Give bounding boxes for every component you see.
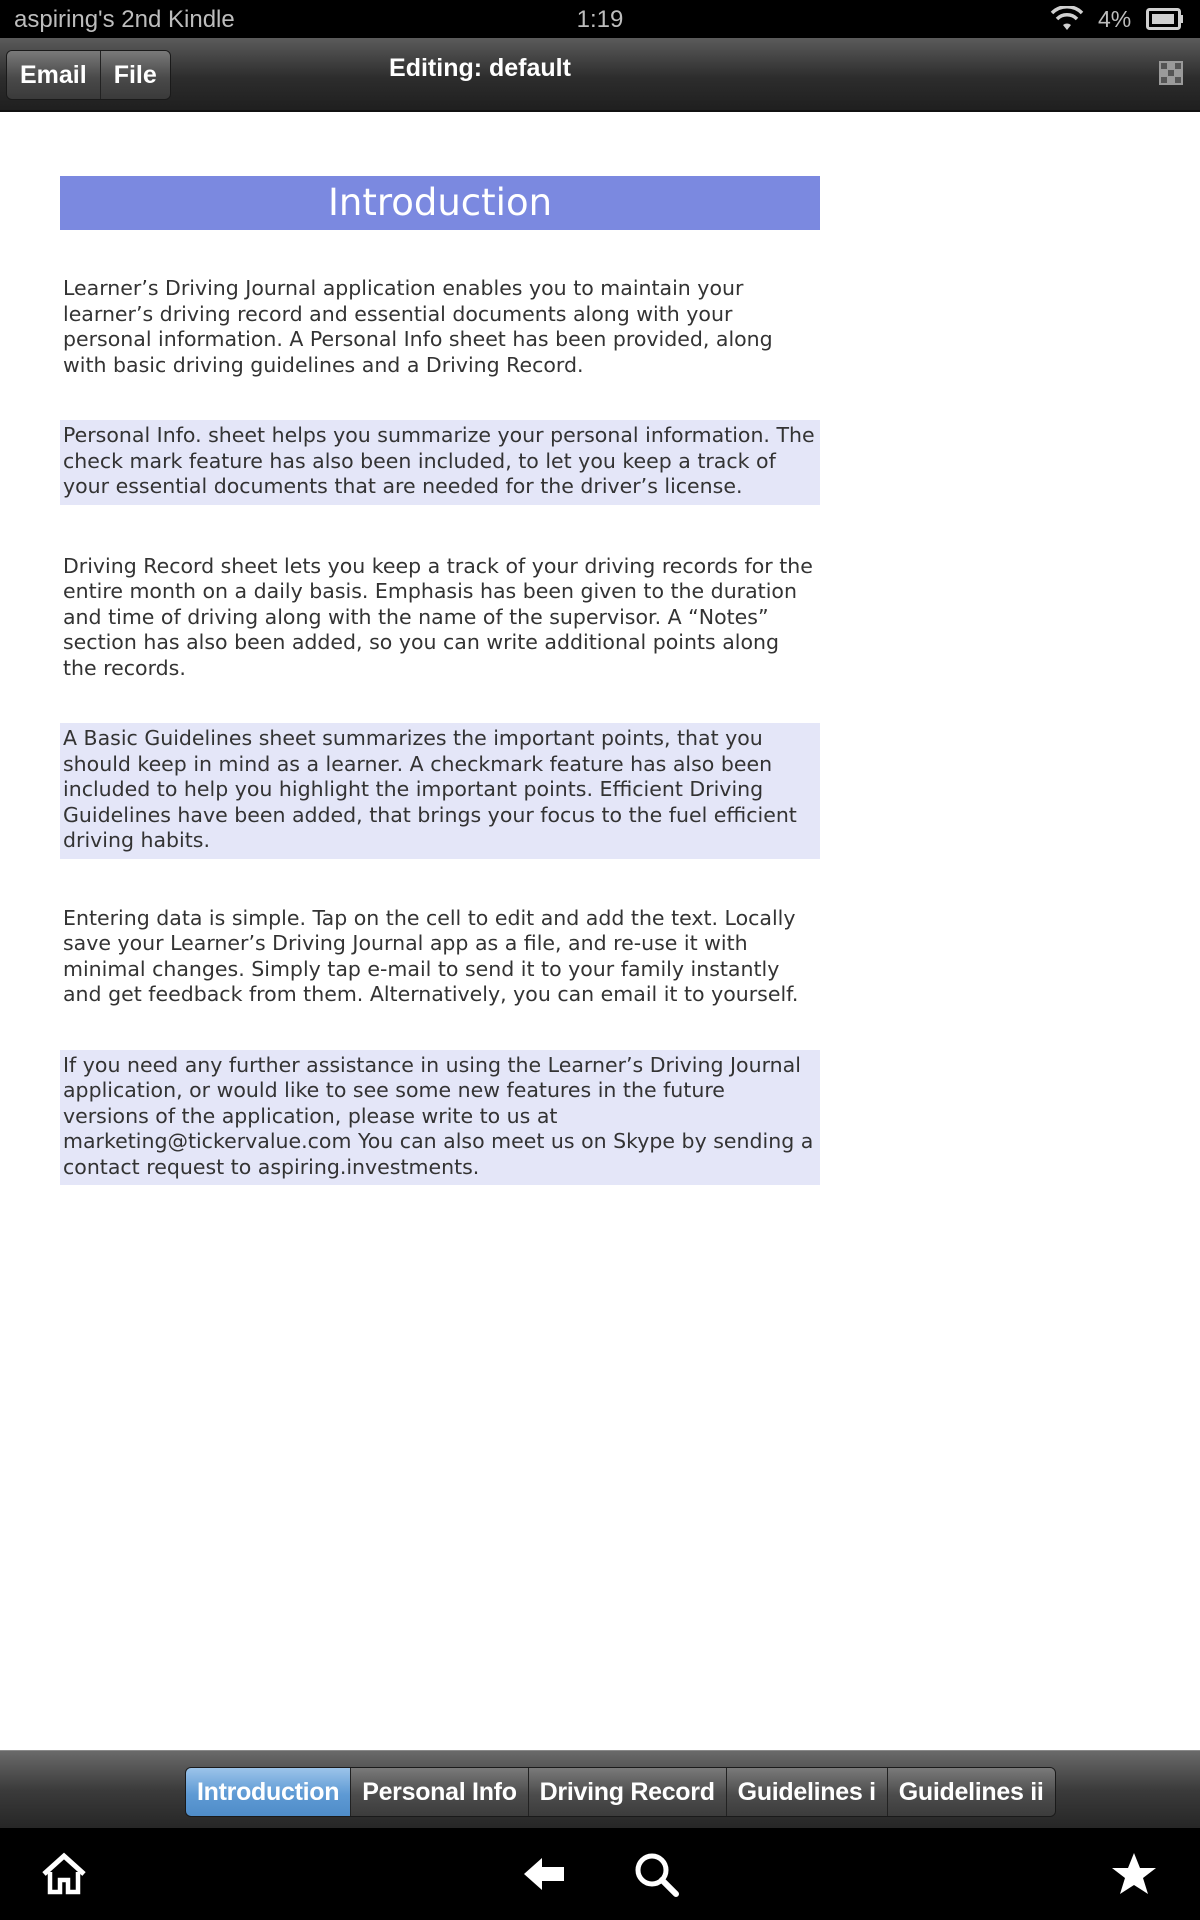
status-time: 1:19 bbox=[576, 6, 624, 33]
paragraph-cell[interactable]: Learner’s Driving Journal application enables you to maintain your learner’s driving record and essential documents along with your personal information. A Personal Info sheet has been provided, along with basic driving guidelines and a Driving Record. bbox=[63, 276, 773, 377]
star-icon[interactable] bbox=[1110, 1850, 1158, 1898]
tab-introduction[interactable]: Introduction bbox=[186, 1768, 351, 1816]
paragraph-cell[interactable]: Entering data is simple. Tap on the cell to edit and add the text. Locally save your Learner’s Driving Journal app as a file, and re-use it with minimal changes. Simply tap e-mail to send it to your family instantly and get feedback from them. Alternatively, you can email it to yourself. bbox=[63, 905, 799, 1006]
sheet-heading[interactable]: Introduction bbox=[60, 176, 820, 230]
file-button[interactable]: File bbox=[101, 51, 170, 99]
tab-driving-record[interactable]: Driving Record bbox=[529, 1768, 727, 1816]
tab-personal-info[interactable]: Personal Info bbox=[351, 1768, 528, 1816]
grid-icon[interactable] bbox=[1158, 60, 1184, 86]
back-icon[interactable] bbox=[520, 1850, 568, 1898]
top-toolbar bbox=[0, 38, 1200, 112]
device-name: aspiring's 2nd Kindle bbox=[14, 6, 235, 33]
paragraph-cell[interactable]: If you need any further assistance in using the Learner’s Driving Journal application, or would like to see some new features in the future versions of the application, please write to us at marketing@tickervalue.com You can also meet us on Skype by sending a contact request to aspiring.investments. bbox=[60, 1050, 820, 1186]
paragraph-cell[interactable]: Personal Info. sheet helps you summarize your personal information. The check mark feature has also been included, to let you keep a track of your essential documents that are needed for the driver’s license. bbox=[60, 420, 820, 505]
email-button[interactable]: Email bbox=[7, 51, 101, 99]
paragraph-cell[interactable]: Driving Record sheet lets you keep a track of your driving records for the entire month on a daily basis. Emphasis has been given to the duration and time of driving along with the name of the supervisor. A “Notes” section has also been added, so you can write additional points along the records. bbox=[63, 553, 813, 680]
paragraph-cell[interactable]: A Basic Guidelines sheet summarizes the important points, that you should keep in mind as a learner. A checkmark feature has also been included to help you highlight the important points. Efficient Driving Guidelines have been added, that brings your focus to the fuel efficient driving habits. bbox=[60, 723, 820, 859]
battery-icon bbox=[1146, 8, 1184, 30]
sheet-tabs bbox=[185, 1767, 1056, 1817]
search-icon[interactable] bbox=[632, 1850, 680, 1898]
tab-guidelines-ii[interactable]: Guidelines ii bbox=[888, 1768, 1055, 1816]
battery-percent: 4% bbox=[1098, 6, 1132, 32]
tab-guidelines-i[interactable]: Guidelines i bbox=[727, 1768, 888, 1816]
introduction-sheet bbox=[60, 176, 820, 1185]
editing-title: Editing: default bbox=[389, 54, 571, 82]
home-icon[interactable] bbox=[40, 1850, 88, 1898]
sheet-tab-bar bbox=[0, 1750, 1200, 1829]
system-nav-bar bbox=[0, 1828, 1200, 1920]
wifi-icon bbox=[1050, 6, 1084, 32]
status-bar bbox=[0, 0, 1200, 38]
